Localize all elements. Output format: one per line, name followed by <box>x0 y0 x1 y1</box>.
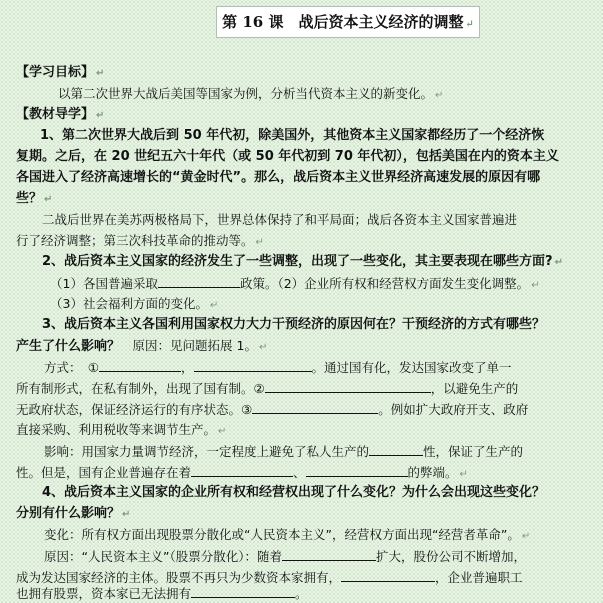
paragraph-mark-icon: ↵ <box>96 110 105 121</box>
q2-question: 2、战后资本主义国家的经济发生了一些调整，出现了一些变化，其主要表现在哪些方面? ↵ <box>42 254 563 269</box>
q4-reason-2: 成为发达国家经济的主体。股票不再只为少数资本家拥有， ，企业普遍职工 <box>16 570 523 585</box>
paragraph-mark-icon: ↵ <box>554 257 563 268</box>
q4-reason-blank-2[interactable] <box>341 568 435 582</box>
paragraph-mark-icon: ↵ <box>218 426 227 437</box>
paragraph-mark-icon: ↵ <box>435 90 444 101</box>
q1-line-2: 复期。之后，在 20 世纪五六十年代（或 50 年代初到 70 年代初），包括美国在内的资本主义 <box>16 149 559 164</box>
q1-line-3: 各国进入了经济高速增长的“黄金时代”。那么，战后资本主义世界经济高速发展的原因有哪 <box>16 170 541 185</box>
q3-method-blank-2[interactable] <box>265 379 431 393</box>
q3-question-2: 产生了什么影响？ 原因：见问题拓展 1。 ↵ <box>16 338 268 354</box>
q3-method-2: 所有制形式，在私有制外，出现了国有制。② ，以避免生产的 <box>16 381 519 396</box>
q1-answer-1: 二战后世界在美苏两极格局下，世界总体保持了和平局面；战后各资本主义国家普遍进 <box>42 212 518 227</box>
page-title-text: 第 16 课 战后资本主义经济的调整 <box>222 13 464 31</box>
q1-line-1: 1、第二次世界大战后到 50 年代初，除美国外，其他资本主义国家都经历了一个经济恢 <box>40 128 545 143</box>
q3-effect-blank-1[interactable] <box>369 442 423 456</box>
paragraph-mark-icon: ↵ <box>258 342 268 353</box>
q3-effect-blank-3[interactable] <box>306 463 408 477</box>
q3-method-3: 无政府状态，保证经济运行的有序状态。③ 。例如扩大政府开支、政府 <box>16 402 529 417</box>
q4-reason-3: 也拥有股票，资本家已无法拥有 。 <box>16 586 308 601</box>
paragraph-mark-icon: ↵ <box>122 509 131 520</box>
q3-effect-blank-2[interactable] <box>191 463 293 477</box>
q4-reason-1: 原因：“人民资本主义”（股票分散化）：随着 扩大，股份公司不断增加， <box>44 549 526 564</box>
q2-policy-blank[interactable] <box>158 274 240 288</box>
q2-item-3: （3）社会福利方面的变化。 ↵ <box>50 296 219 311</box>
goal-text: 以第二次世界大战后美国等国家为例，分析当代资本主义的新变化。 ↵ <box>58 86 444 101</box>
q3-method-4: 直接采购、利用税收等来调节生产。 ↵ <box>16 422 227 437</box>
q2-item-1: （1）各国普遍采取 政策。（2）企业所有权和经营权方面发生变化调整。 ↵ <box>50 276 540 291</box>
page-title <box>216 6 480 38</box>
paragraph-mark-icon: ↵ <box>44 194 53 205</box>
q4-reason-blank-3[interactable] <box>191 584 295 598</box>
q3-method-1: 方式： ① ， 。通过国有化，发达国家改变了单一 <box>44 360 512 375</box>
q3-method-blank-1b[interactable] <box>194 358 312 372</box>
paragraph-mark-icon: ↵ <box>209 300 219 311</box>
q4-question-2: 分别有什么影响？ ↵ <box>16 506 131 521</box>
paragraph-mark-icon: ↵ <box>465 19 474 30</box>
q4-reason-blank-1[interactable] <box>282 547 376 561</box>
paragraph-mark-icon: ↵ <box>531 280 540 291</box>
q1-answer-2: 行了经济调整；第三次科技革命的推动等。 ↵ <box>16 233 264 248</box>
paragraph-mark-icon: ↵ <box>255 237 264 248</box>
paragraph-mark-icon: ↵ <box>459 469 468 480</box>
paragraph-mark-icon: ↵ <box>521 531 531 542</box>
q4-change: 变化：所有权方面出现股票分散化或“人民资本主义”，经营权方面出现“经营者革命”。 ↵ <box>44 527 531 542</box>
q3-method-blank-1a[interactable] <box>99 358 181 372</box>
q3-effect-1: 影响：用国家力量调节经济，一定程度上避免了私人生产的 性，保证了生产的 <box>44 444 524 459</box>
q3-method-blank-3[interactable] <box>252 400 378 414</box>
q3-question-1: 3、战后资本主义各国利用国家权力大力干预经济的原因何在？干预经济的方式有哪些？ <box>42 317 546 332</box>
q4-question-1: 4、战后资本主义国家的企业所有权和经营权出现了什么变化？为什么会出现这些变化？ <box>42 485 546 500</box>
guide-heading: 【教材导学】 ↵ <box>16 107 105 122</box>
goal-heading: 【学习目标】 ↵ <box>16 65 105 80</box>
q3-effect-2: 性。但是，国有企业普遍存在着 、 的弊端。 ↵ <box>16 465 468 480</box>
paragraph-mark-icon: ↵ <box>96 68 105 79</box>
q1-line-4: 些？ ↵ <box>16 191 53 206</box>
